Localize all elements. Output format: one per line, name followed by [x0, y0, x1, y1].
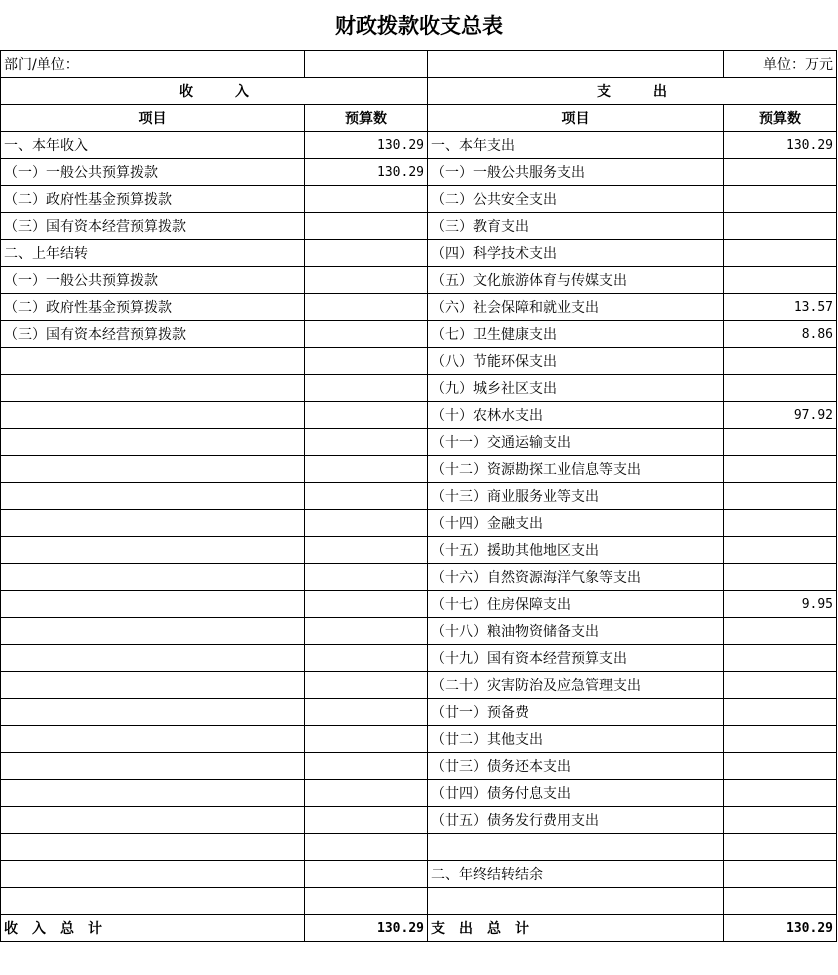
- expense-item-cell: （十三）商业服务业等支出: [428, 483, 724, 510]
- income-item-cell: [1, 726, 305, 753]
- expense-item-cell: （六）社会保障和就业支出: [428, 294, 724, 321]
- expense-item-cell: （廿四）债务付息支出: [428, 780, 724, 807]
- table-row: [1, 132, 837, 159]
- expense-budget-cell: [724, 888, 837, 915]
- expense-item-cell: （十六）自然资源海洋气象等支出: [428, 564, 724, 591]
- income-budget-cell: [305, 375, 428, 402]
- table-row: [1, 456, 837, 483]
- income-budget-cell: [305, 294, 428, 321]
- expense-item-cell: （十一）交通运输支出: [428, 429, 724, 456]
- expense-budget-cell: [724, 807, 837, 834]
- income-budget-cell: [305, 213, 428, 240]
- table-row: [1, 726, 837, 753]
- expense-budget-cell: [724, 834, 837, 861]
- expense-item-header: 项目: [428, 105, 724, 132]
- expense-item-cell: （八）节能环保支出: [428, 348, 724, 375]
- income-item-cell: （一）一般公共预算拨款: [1, 267, 305, 294]
- expense-item-cell: （廿二）其他支出: [428, 726, 724, 753]
- expense-item-cell: （十五）援助其他地区支出: [428, 537, 724, 564]
- income-budget-cell: 130.29: [305, 132, 428, 159]
- income-item-cell: [1, 699, 305, 726]
- expense-budget-cell: [724, 861, 837, 888]
- income-budget-cell: 130.29: [305, 159, 428, 186]
- income-item-cell: [1, 510, 305, 537]
- income-item-cell: [1, 618, 305, 645]
- income-budget-cell: [305, 537, 428, 564]
- table-row: [1, 834, 837, 861]
- income-budget-cell: [305, 402, 428, 429]
- expense-budget-cell: [724, 780, 837, 807]
- table-row: [1, 510, 837, 537]
- income-budget-cell: [305, 753, 428, 780]
- income-item-cell: [1, 780, 305, 807]
- income-item-cell: [1, 402, 305, 429]
- expense-budget-cell: [724, 618, 837, 645]
- expense-item-cell: （廿一）预备费: [428, 699, 724, 726]
- income-item-header: 项目: [1, 105, 305, 132]
- table-row: [1, 267, 837, 294]
- expense-item-cell: （十二）资源勘探工业信息等支出: [428, 456, 724, 483]
- expense-item-cell: （十九）国有资本经营预算支出: [428, 645, 724, 672]
- expense-item-cell: （三）教育支出: [428, 213, 724, 240]
- income-item-cell: [1, 537, 305, 564]
- table-row: [1, 672, 837, 699]
- expense-item-cell: [428, 834, 724, 861]
- page-title: 财政拨款收支总表: [335, 14, 503, 38]
- income-budget-cell: [305, 672, 428, 699]
- income-item-cell: [1, 888, 305, 915]
- expense-budget-cell: [724, 375, 837, 402]
- expense-item-cell: （一）一般公共服务支出: [428, 159, 724, 186]
- expense-budget-cell: [724, 645, 837, 672]
- income-item-cell: （一）一般公共预算拨款: [1, 159, 305, 186]
- expense-item-cell: （四）科学技术支出: [428, 240, 724, 267]
- unit-label: 单位：万元: [724, 51, 837, 78]
- income-item-cell: [1, 645, 305, 672]
- income-budget-cell: [305, 861, 428, 888]
- income-budget-cell: [305, 348, 428, 375]
- table-row: [1, 483, 837, 510]
- expense-budget-cell: 8.86: [724, 321, 837, 348]
- expense-item-cell: 二、年终结转结余: [428, 861, 724, 888]
- expense-item-cell: （廿五）债务发行费用支出: [428, 807, 724, 834]
- table-row: [1, 240, 837, 267]
- expense-budget-cell: [724, 456, 837, 483]
- income-budget-cell: [305, 699, 428, 726]
- income-budget-cell: [305, 618, 428, 645]
- column-header-row: [1, 105, 837, 132]
- table-row: [1, 375, 837, 402]
- table-row: [1, 186, 837, 213]
- table-row: [1, 591, 837, 618]
- expense-budget-cell: [724, 537, 837, 564]
- income-item-cell: [1, 753, 305, 780]
- expense-item-cell: （十四）金融支出: [428, 510, 724, 537]
- income-budget-cell: [305, 240, 428, 267]
- expense-budget-cell: [724, 699, 837, 726]
- expense-budget-cell: 130.29: [724, 132, 837, 159]
- income-item-cell: [1, 861, 305, 888]
- expense-budget-cell: [724, 672, 837, 699]
- income-item-cell: [1, 834, 305, 861]
- expense-budget-cell: [724, 510, 837, 537]
- expense-budget-cell: [724, 159, 837, 186]
- expense-budget-cell: 97.92: [724, 402, 837, 429]
- table-row: [1, 429, 837, 456]
- income-item-cell: [1, 375, 305, 402]
- table-row: [1, 321, 837, 348]
- income-budget-cell: [305, 780, 428, 807]
- table-row: [1, 213, 837, 240]
- total-row: [1, 915, 837, 942]
- section-header-row: [1, 78, 837, 105]
- income-budget-cell: [305, 834, 428, 861]
- table-row: [1, 348, 837, 375]
- table-row: [1, 888, 837, 915]
- dept-label: 部门/单位：: [1, 51, 305, 78]
- expense-budget-header: 预算数: [724, 105, 837, 132]
- table-row: [1, 699, 837, 726]
- income-item-cell: [1, 483, 305, 510]
- income-item-cell: （三）国有资本经营预算拨款: [1, 321, 305, 348]
- income-budget-cell: [305, 807, 428, 834]
- income-budget-cell: [305, 186, 428, 213]
- expense-budget-cell: [724, 213, 837, 240]
- expense-total-label: 支 出 总 计: [428, 915, 724, 942]
- expense-budget-cell: [724, 753, 837, 780]
- table-row: [1, 807, 837, 834]
- income-total-label: 收 入 总 计: [1, 915, 305, 942]
- expense-item-cell: （二）公共安全支出: [428, 186, 724, 213]
- expense-budget-cell: 9.95: [724, 591, 837, 618]
- expense-budget-cell: [724, 483, 837, 510]
- income-budget-cell: [305, 267, 428, 294]
- table-row: [1, 402, 837, 429]
- meta-row: [1, 51, 837, 78]
- income-item-cell: 二、上年结转: [1, 240, 305, 267]
- income-item-cell: [1, 591, 305, 618]
- expense-item-cell: （七）卫生健康支出: [428, 321, 724, 348]
- meta-spacer: [428, 51, 724, 78]
- expense-item-cell: [428, 888, 724, 915]
- expense-item-cell: （廿三）债务还本支出: [428, 753, 724, 780]
- income-budget-cell: [305, 483, 428, 510]
- expense-header: 支 出: [428, 78, 837, 105]
- expense-item-cell: （十八）粮油物资储备支出: [428, 618, 724, 645]
- table-row: [1, 780, 837, 807]
- budget-table: [0, 50, 837, 942]
- income-budget-cell: [305, 645, 428, 672]
- income-item-cell: [1, 672, 305, 699]
- income-header: 收 入: [1, 78, 428, 105]
- table-row: [1, 159, 837, 186]
- income-budget-cell: [305, 321, 428, 348]
- income-budget-cell: [305, 888, 428, 915]
- expense-item-cell: （十七）住房保障支出: [428, 591, 724, 618]
- expense-budget-cell: [724, 429, 837, 456]
- expense-budget-cell: [724, 348, 837, 375]
- expense-budget-cell: [724, 564, 837, 591]
- table-row: [1, 645, 837, 672]
- income-total-value: 130.29: [305, 915, 428, 942]
- income-item-cell: [1, 807, 305, 834]
- expense-item-cell: （二十）灾害防治及应急管理支出: [428, 672, 724, 699]
- table-row: [1, 618, 837, 645]
- expense-budget-cell: [724, 186, 837, 213]
- income-item-cell: 一、本年收入: [1, 132, 305, 159]
- income-item-cell: [1, 456, 305, 483]
- table-row: [1, 537, 837, 564]
- expense-budget-cell: [724, 726, 837, 753]
- table-row: [1, 861, 837, 888]
- income-budget-cell: [305, 564, 428, 591]
- income-budget-header: 预算数: [305, 105, 428, 132]
- income-item-cell: （二）政府性基金预算拨款: [1, 186, 305, 213]
- table-row: [1, 753, 837, 780]
- expense-item-cell: 一、本年支出: [428, 132, 724, 159]
- income-budget-cell: [305, 726, 428, 753]
- income-item-cell: （二）政府性基金预算拨款: [1, 294, 305, 321]
- income-budget-cell: [305, 456, 428, 483]
- expense-budget-cell: [724, 267, 837, 294]
- expense-budget-cell: [724, 240, 837, 267]
- dept-value[interactable]: [305, 51, 428, 78]
- income-item-cell: [1, 348, 305, 375]
- table-row: [1, 564, 837, 591]
- income-item-cell: （三）国有资本经营预算拨款: [1, 213, 305, 240]
- income-budget-cell: [305, 510, 428, 537]
- expense-item-cell: （九）城乡社区支出: [428, 375, 724, 402]
- expense-item-cell: （五）文化旅游体育与传媒支出: [428, 267, 724, 294]
- expense-total-value: 130.29: [724, 915, 837, 942]
- income-budget-cell: [305, 429, 428, 456]
- expense-item-cell: （十）农林水支出: [428, 402, 724, 429]
- income-budget-cell: [305, 591, 428, 618]
- income-item-cell: [1, 429, 305, 456]
- table-row: [1, 294, 837, 321]
- income-item-cell: [1, 564, 305, 591]
- expense-budget-cell: 13.57: [724, 294, 837, 321]
